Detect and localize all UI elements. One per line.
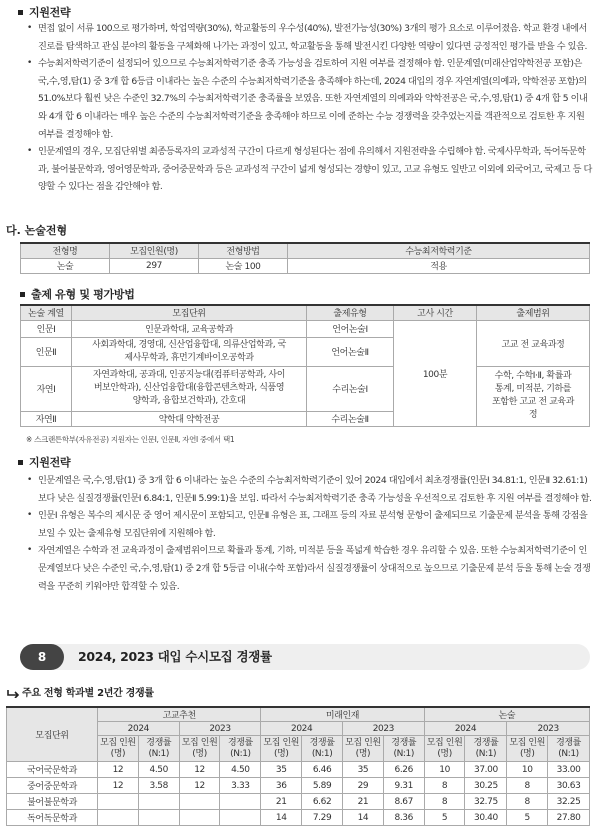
value-cell: 36 bbox=[261, 778, 302, 794]
value-cell: 30.63 bbox=[548, 778, 590, 794]
unit-cell: 중어중문학과 bbox=[7, 778, 98, 794]
value-cell: 21 bbox=[343, 794, 384, 810]
value-cell: 12 bbox=[179, 762, 220, 778]
competition-table-body bbox=[7, 762, 590, 826]
header-cell: 2024 bbox=[261, 722, 343, 736]
table-cell: 인문Ⅱ bbox=[21, 337, 72, 366]
unit-cell: 국어국문학과 bbox=[7, 762, 98, 778]
header-cell: 논술 계열 bbox=[21, 305, 72, 320]
unit-cell: 독어독문학과 bbox=[7, 810, 98, 826]
header-cell: 모집 인원(명) bbox=[179, 736, 220, 762]
value-cell: 5 bbox=[507, 810, 548, 826]
header-cell: 모집단위 bbox=[7, 707, 98, 762]
curved-arrow-icon bbox=[6, 688, 20, 698]
table-row bbox=[7, 794, 590, 810]
header-cell: 모집단위 bbox=[72, 305, 307, 320]
header-cell: 전형방법 bbox=[199, 243, 288, 258]
table-cell: 100분 bbox=[394, 320, 477, 426]
header-cell: 고사 시간 bbox=[394, 305, 477, 320]
value-cell: 14 bbox=[261, 810, 302, 826]
value-cell: 8.67 bbox=[383, 794, 424, 810]
value-cell: 6.26 bbox=[383, 762, 424, 778]
table-cell: 약학대 약학전공 bbox=[72, 411, 307, 426]
header-cell: 경쟁률 (N:1) bbox=[138, 736, 179, 762]
header-cell: 2023 bbox=[343, 722, 425, 736]
value-cell: 4.50 bbox=[220, 762, 261, 778]
value-cell: 12 bbox=[98, 762, 139, 778]
table-row bbox=[7, 810, 590, 826]
exam-type-table bbox=[20, 304, 590, 427]
header-cell: 수능최저학력기준 bbox=[288, 243, 590, 258]
header-cell: 미래인재 bbox=[261, 707, 424, 722]
header-cell: 모집 인원(명) bbox=[507, 736, 548, 762]
strategy-1-list bbox=[26, 20, 592, 196]
comp-table-subtitle: 주요 전형 학과별 2년간 경쟁률 bbox=[6, 684, 154, 699]
value-cell: 8 bbox=[424, 794, 465, 810]
table-cell: 297 bbox=[110, 258, 199, 273]
value-cell: 8 bbox=[507, 778, 548, 794]
value-cell: 3.33 bbox=[220, 778, 261, 794]
value-cell: 35 bbox=[343, 762, 384, 778]
strategy-2-item: • 인문Ⅰ 유형은 복수의 제시문 중 영어 제시문이 포함되고, 인문Ⅱ 유형은 표, 그래프 등의 자료 분석형 문항이 출제되므로 기출문제 분석을 통해 강점을 보일 수 있는 출제유형 모집단위에 지원해야 함. bbox=[26, 507, 592, 542]
value-cell: 8 bbox=[507, 794, 548, 810]
value-cell: 30.40 bbox=[465, 810, 507, 826]
value-cell: 14 bbox=[343, 810, 384, 826]
value-cell: 6.46 bbox=[302, 762, 343, 778]
unit-cell: 불어불문학과 bbox=[7, 794, 98, 810]
value-cell: 8 bbox=[424, 778, 465, 794]
banner-title: 2024, 2023 대입 수시모집 경쟁률 bbox=[78, 649, 272, 664]
table-cell: 수학, 수학Ⅰ·Ⅱ, 확률과 통계, 미적분, 기하를 포함한 고교 전 교육과정 bbox=[477, 366, 590, 426]
header-cell: 모집 인원(명) bbox=[98, 736, 139, 762]
value-cell: 27.80 bbox=[548, 810, 590, 826]
header-cell: 2024 bbox=[98, 722, 180, 736]
value-cell bbox=[98, 794, 139, 810]
value-cell: 32.25 bbox=[548, 794, 590, 810]
value-cell: 3.58 bbox=[138, 778, 179, 794]
value-cell: 9.31 bbox=[383, 778, 424, 794]
essay-summary-table bbox=[20, 242, 590, 274]
value-cell bbox=[179, 794, 220, 810]
header-cell: 모집 인원(명) bbox=[424, 736, 465, 762]
value-cell: 4.50 bbox=[138, 762, 179, 778]
bullet-square-icon bbox=[18, 10, 23, 15]
table-cell: 고교 전 교육과정 bbox=[477, 320, 590, 366]
table-cell: 수리논술Ⅱ bbox=[307, 411, 394, 426]
header-cell: 논술 bbox=[424, 707, 589, 722]
section-heading-strategy-1: 지원전략 bbox=[18, 4, 70, 20]
table-cell: 논술 100 bbox=[199, 258, 288, 273]
table-row bbox=[7, 778, 590, 794]
value-cell bbox=[220, 810, 261, 826]
banner-number: 8 bbox=[20, 644, 64, 670]
strategy-1-item: • 인문계열의 경우, 모집단위별 최종등록자의 교과성적 구간이 다르게 형성된다는 점에 유의해서 지원전략을 수립해야 함. 국제사무학과, 독어독문학과, 불어불문학과, 영어영문학과, 중어중문학과 등은 교과성적 구간이 넓게 형성되는 경향이 있고, 고교 유형도 일반고 이외에 외국어고, 국제고 등 다양할 수 있다는 점을 감안해야 함. bbox=[26, 143, 592, 196]
value-cell: 5.89 bbox=[302, 778, 343, 794]
strategy-1-item: • 면접 없이 서류 100으로 평가하며, 학업역량(30%), 학교활동의 우수성(40%), 발전가능성(30%) 3개의 평가 요소로 이루어졌음. 학교 환경 내에서 진로를 탐색하고 관심 분야의 활동을 구체화해 나가는 과정이 있고, 학교활동을 통해 발전시킨 다양한 역량이 있다면 긍정적인 평가를 받을 수 있음. bbox=[26, 20, 592, 55]
header-cell: 2023 bbox=[507, 722, 590, 736]
value-cell: 33.00 bbox=[548, 762, 590, 778]
header-cell: 경쟁률 (N:1) bbox=[548, 736, 590, 762]
value-cell bbox=[138, 794, 179, 810]
header-cell: 모집 인원(명) bbox=[261, 736, 302, 762]
table-cell: 수리논술Ⅰ bbox=[307, 366, 394, 411]
value-cell bbox=[138, 810, 179, 826]
value-cell: 12 bbox=[98, 778, 139, 794]
table-cell: 자연Ⅰ bbox=[21, 366, 72, 411]
table-cell: 자연과학대, 공과대, 인공지능대(컴퓨터공학과, 사이버보안학과), 신산업융합대(융합콘텐츠학과, 식품영양학과, 융합보건학과), 간호대 bbox=[72, 366, 307, 411]
value-cell: 21 bbox=[261, 794, 302, 810]
value-cell: 7.29 bbox=[302, 810, 343, 826]
table-cell: 적용 bbox=[288, 258, 590, 273]
header-cell: 경쟁률 (N:1) bbox=[383, 736, 424, 762]
header-cell: 경쟁률 (N:1) bbox=[465, 736, 507, 762]
strategy-1-item: • 수능최저학력기준이 설정되어 있으므로 수능최저학력기준 충족 가능성을 검토하여 지원 여부를 결정해야 함. 인문계열(미래산업약학전공 포함)은 국,수,영,탐(1) 중 3개 합 6등급 이내라는 높은 수준의 수능최저학력기준을 충족해야 하는데, 2024 대입의 경우 자연계열(의예과, 약학전공 포함)의 51.0%보다 훨씬 낮은 수준인 32.7%의 수능최저학력기준 충족률을 보였음. 또한 자연계열의 의예과와 약학전공은 국,수,영,탐(1) 중 4개 합 5 이내와 4개 합 6 이내라는 매우 높은 수준의 수능최저학력기준을 충족해야 하므로 이에 준하는 수능 경쟁력을 갖추었는지를 객관적으로 검토한 후 지원 여부를 결정해야 함. bbox=[26, 55, 592, 143]
table-row bbox=[7, 762, 590, 778]
strategy-2-item: • 자연계열은 수학과 전 교육과정이 출제범위이므로 확률과 통계, 기하, 미적분 등을 폭넓게 학습한 경우 유리할 수 있음. 또한 수능최저학력기준이 인문계열보다 낮은 수준인 국,수,영,탐(1) 중 2개 합 5등급 이내(수학 포함)라서 실질경쟁률이 상대적으로 높으므로 기출문제 분석 등을 통해 논술 경쟁력을 꾸준히 키워야만 합격할 수 있음. bbox=[26, 542, 592, 595]
table-cell: 언어논술Ⅰ bbox=[307, 320, 394, 337]
competition-table bbox=[6, 706, 590, 826]
value-cell bbox=[98, 810, 139, 826]
strategy-2-list bbox=[26, 472, 592, 595]
value-cell: 12 bbox=[179, 778, 220, 794]
strategy-2-item: • 인문계열은 국,수,영,탐(1) 중 3개 합 6 이내라는 높은 수준의 수능최저학력기준이 있어 2024 대입에서 최초경쟁률(인문Ⅰ 34.81:1, 인문Ⅱ 32.61:1)보다 낮은 실질경쟁률(인문Ⅰ 6.84:1, 인문Ⅱ 5.99:1)을 보임. 따라서 수능최저학력기준 충족 가능성을 우선적으로 검토한 후 지원 여부를 결정해야 함. bbox=[26, 472, 592, 507]
value-cell: 30.25 bbox=[465, 778, 507, 794]
section-heading-strategy-2: 지원전략 bbox=[18, 454, 70, 470]
bullet-square-icon bbox=[20, 292, 25, 297]
header-cell: 경쟁률 (N:1) bbox=[302, 736, 343, 762]
header-cell: 출제유형 bbox=[307, 305, 394, 320]
table-cell: 자연Ⅱ bbox=[21, 411, 72, 426]
section-banner bbox=[20, 644, 590, 670]
section-heading-exam: 출제 유형 및 평가방법 bbox=[20, 286, 135, 302]
value-cell bbox=[179, 810, 220, 826]
value-cell: 10 bbox=[424, 762, 465, 778]
exam-note: ※ 스크랜튼학부(자유전공) 지원자는 인문Ⅰ, 인문Ⅱ, 자연Ⅰ 중에서 택1 bbox=[26, 435, 235, 444]
bullet-square-icon bbox=[18, 460, 23, 465]
table-cell: 논술 bbox=[21, 258, 110, 273]
value-cell: 5 bbox=[424, 810, 465, 826]
value-cell: 35 bbox=[261, 762, 302, 778]
table-cell: 언어논술Ⅱ bbox=[307, 337, 394, 366]
header-cell: 모집 인원(명) bbox=[343, 736, 384, 762]
header-cell: 경쟁률 (N:1) bbox=[220, 736, 261, 762]
value-cell: 37.00 bbox=[465, 762, 507, 778]
value-cell: 6.62 bbox=[302, 794, 343, 810]
value-cell bbox=[220, 794, 261, 810]
value-cell: 32.75 bbox=[465, 794, 507, 810]
header-cell: 출제범위 bbox=[477, 305, 590, 320]
value-cell: 29 bbox=[343, 778, 384, 794]
table-cell: 인문Ⅰ bbox=[21, 320, 72, 337]
value-cell: 10 bbox=[507, 762, 548, 778]
header-cell: 2023 bbox=[179, 722, 261, 736]
header-cell: 전형명 bbox=[21, 243, 110, 258]
value-cell: 8.36 bbox=[383, 810, 424, 826]
header-cell: 2024 bbox=[424, 722, 507, 736]
table-cell: 인문과학대, 교육공학과 bbox=[72, 320, 307, 337]
table-cell: 사회과학대, 경영대, 신산업융합대, 의류산업학과, 국제사무학과, 휴먼기계바이오공학과 bbox=[72, 337, 307, 366]
header-cell: 모집인원(명) bbox=[110, 243, 199, 258]
header-cell: 고교추천 bbox=[98, 707, 261, 722]
section-heading-essay: 다. 논술전형 bbox=[6, 224, 68, 237]
